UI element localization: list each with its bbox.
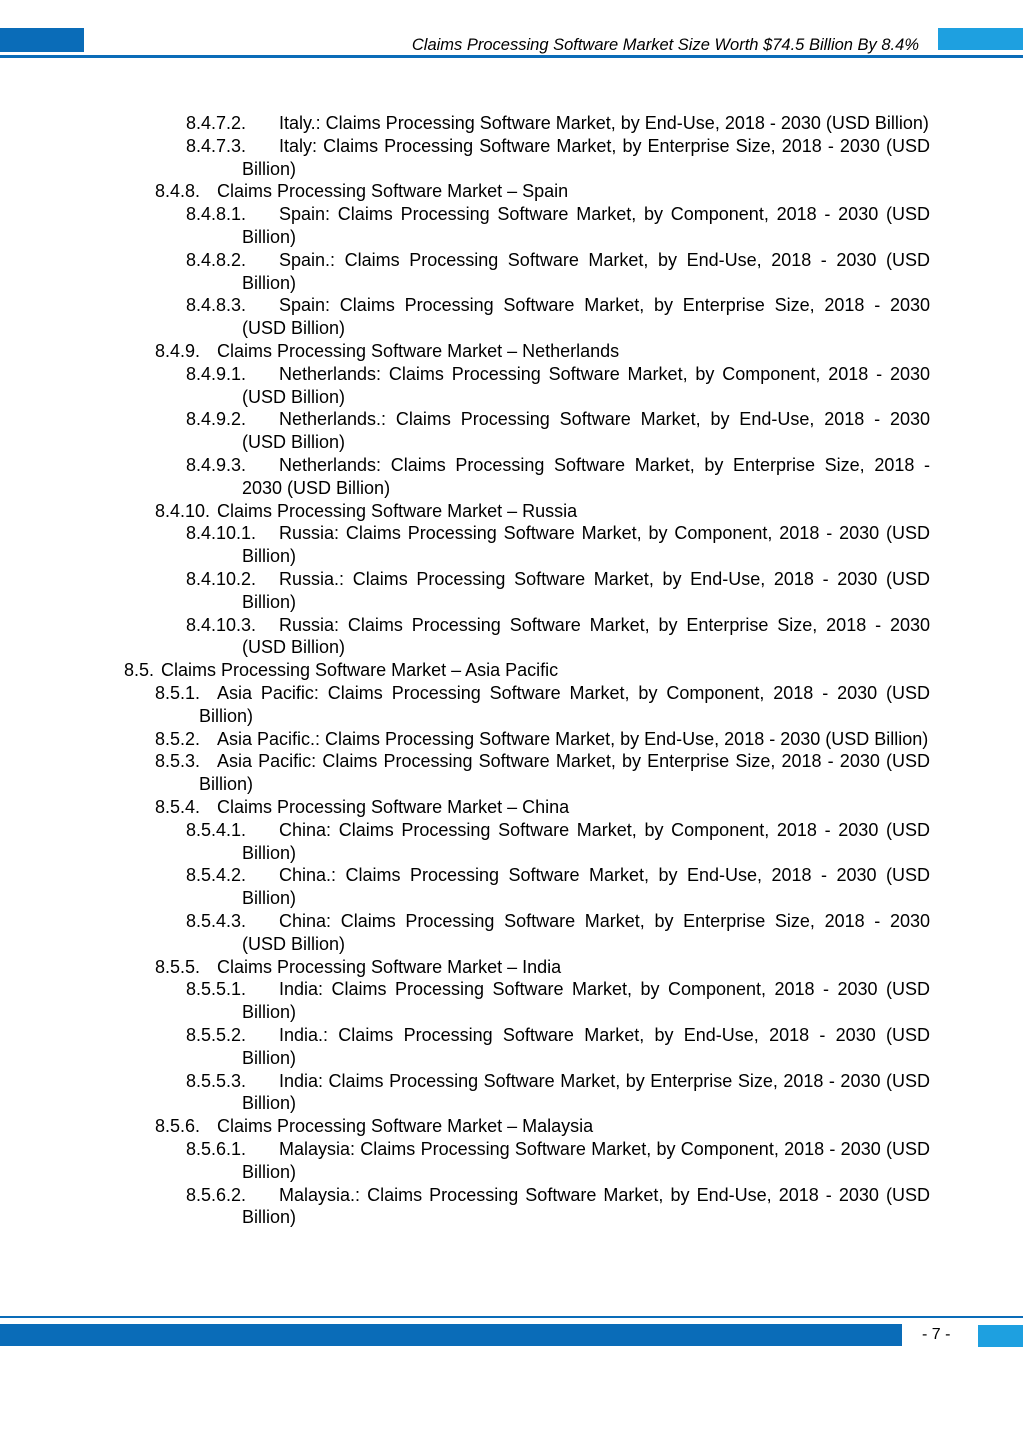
toc-entry <box>155 796 930 819</box>
toc-entry-number: 8.4.9. <box>155 341 201 361</box>
toc-entry-text: Russia.: Claims Processing Software Market, by End-Use, 2018 - 2030 (USD Billion) <box>242 569 930 612</box>
toc-entry <box>186 249 930 295</box>
toc-entry-text: Asia Pacific: Claims Processing Software Market, by Component, 2018 - 2030 (USD Billion) <box>199 683 930 726</box>
toc-entry-text: Russia: Claims Processing Software Market, by Enterprise Size, 2018 - 2030 (USD Billion) <box>242 614 930 658</box>
toc-entry-number: 8.4.8. <box>155 181 201 202</box>
toc-entry-number: 8.4.9.2. <box>186 409 247 430</box>
toc-entry-text: Claims Processing Software Market – China <box>217 797 570 817</box>
toc-entry-text: India.: Claims Processing Software Market, by End-Use, 2018 - 2030 (USD Billion) <box>242 1025 930 1068</box>
toc-entry <box>186 864 930 910</box>
toc-entry <box>186 294 930 340</box>
header-accent-right <box>938 28 1023 50</box>
toc-entry-text: Spain: Claims Processing Software Market, by Enterprise Size, 2018 - 2030 (USD Billion) <box>242 295 930 339</box>
toc-entry-number: 8.5.5.3. <box>186 1070 247 1091</box>
toc-entry-text: Claims Processing Software Market – Netherlands <box>217 341 620 361</box>
footer-bar <box>0 1324 902 1346</box>
toc-entry-text: Spain: Claims Processing Software Market, by Component, 2018 - 2030 (USD Billion) <box>242 204 930 247</box>
toc-entry <box>186 978 930 1024</box>
toc-entry <box>186 614 930 660</box>
toc-entry <box>186 135 930 181</box>
toc-entry-text: Claims Processing Software Market – Asia Pacific <box>161 660 559 681</box>
toc-entry-text: Claims Processing Software Market – Malaysia <box>217 1116 594 1137</box>
toc-entry <box>186 568 930 614</box>
toc-entry-number: 8.4.10.3. <box>186 614 257 635</box>
toc-entry-text: Claims Processing Software Market – Russia <box>217 500 578 521</box>
toc-entry-number: 8.4.8.1. <box>186 204 247 225</box>
toc-entry-text: Italy.: Claims Processing Software Market, by End-Use, 2018 - 2030 (USD Billion) <box>279 113 929 133</box>
toc-entry-number: 8.5.5.1. <box>186 979 247 1000</box>
toc-entry <box>186 454 930 500</box>
toc-entry <box>186 1024 930 1070</box>
toc-entry-number: 8.5.6. <box>155 1116 201 1137</box>
toc-entry-text: Russia: Claims Processing Software Market, by Component, 2018 - 2030 (USD Billion) <box>242 523 930 567</box>
toc-entry-text: Netherlands: Claims Processing Software Market, by Enterprise Size, 2018 - 2030 (USD Billion) <box>242 455 930 498</box>
toc-entry <box>186 363 930 409</box>
footer-rule <box>0 1316 1023 1318</box>
toc-entry-text: China: Claims Processing Software Market, by Enterprise Size, 2018 - 2030 (USD Billion) <box>242 911 930 954</box>
toc-entry <box>155 750 930 796</box>
toc-entry <box>186 819 930 865</box>
toc-entry-number: 8.5.6.2. <box>186 1184 247 1205</box>
toc-entry <box>124 659 930 682</box>
toc-entry <box>186 112 930 135</box>
toc-entry-text: India: Claims Processing Software Market, by Enterprise Size, 2018 - 2030 (USD Billion) <box>242 1070 930 1114</box>
toc-entry-text: China: Claims Processing Software Market, by Component, 2018 - 2030 (USD Billion) <box>242 819 930 863</box>
toc-entry <box>186 408 930 454</box>
toc-entry <box>186 1138 930 1184</box>
toc-entry-number: 8.4.10.2. <box>186 569 257 589</box>
toc-entry-number: 8.4.7.2. <box>186 113 247 133</box>
toc-entry <box>186 1184 930 1230</box>
toc-entry-text: Asia Pacific.: Claims Processing Software Market, by End-Use, 2018 - 2030 (USD Billion) <box>217 728 929 749</box>
toc-entry-number: 8.5.1. <box>155 683 201 703</box>
toc-entry-text: Asia Pacific: Claims Processing Software Market, by Enterprise Size, 2018 - 2030 (USD Billion) <box>199 751 930 795</box>
toc-entry-number: 8.5.4.2. <box>186 865 247 886</box>
toc-entry <box>155 180 930 203</box>
toc-entry-number: 8.5.5. <box>155 956 201 977</box>
toc-entry-number: 8.4.9.3. <box>186 455 247 475</box>
toc-entry-number: 8.5.5.2. <box>186 1025 247 1045</box>
toc-entry-text: Netherlands: Claims Processing Software Market, by Component, 2018 - 2030 (USD Billion) <box>242 363 930 407</box>
toc-entry-number: 8.4.10. <box>155 500 211 521</box>
toc-entry-number: 8.5.4.1. <box>186 819 247 840</box>
toc-entry-number: 8.5.6.1. <box>186 1139 247 1159</box>
toc-entry-number: 8.5. <box>124 660 155 681</box>
toc-entry <box>155 682 930 728</box>
toc-entry-number: 8.4.8.2. <box>186 249 247 270</box>
page-number: - 7 - <box>922 1326 951 1343</box>
toc-entry-text: Malaysia.: Claims Processing Software Market, by End-Use, 2018 - 2030 (USD Billion) <box>242 1184 930 1228</box>
toc-entry-text: Malaysia: Claims Processing Software Market, by Component, 2018 - 2030 (USD Billion) <box>242 1139 930 1182</box>
toc-entry-number: 8.5.4. <box>155 797 201 817</box>
toc-entry <box>155 1115 930 1138</box>
toc-entry-text: China.: Claims Processing Software Market, by End-Use, 2018 - 2030 (USD Billion) <box>242 865 930 909</box>
toc-entry-number: 8.4.9.1. <box>186 363 247 384</box>
toc-entry <box>186 522 930 568</box>
toc-entry <box>186 910 930 956</box>
toc-entry <box>155 340 930 363</box>
toc-entry-number: 8.4.8.3. <box>186 295 247 316</box>
toc-entry <box>155 500 930 523</box>
toc-entry-number: 8.4.10.1. <box>186 523 257 544</box>
toc-entry <box>186 1070 930 1116</box>
toc-entry <box>186 203 930 249</box>
toc-entry-text: Claims Processing Software Market – Spain <box>217 181 569 202</box>
header-rule <box>0 55 1023 58</box>
toc-entry-text: Italy: Claims Processing Software Market, by Enterprise Size, 2018 - 2030 (USD Billion) <box>242 135 930 179</box>
toc-entry-number: 8.5.3. <box>155 751 201 772</box>
toc-entry-text: Spain.: Claims Processing Software Market, by End-Use, 2018 - 2030 (USD Billion) <box>242 249 930 293</box>
toc-entry-number: 8.5.4.3. <box>186 911 247 931</box>
toc-entry <box>155 956 930 979</box>
footer-accent-right <box>978 1325 1023 1347</box>
header-title: Claims Processing Software Market Size Worth $74.5 Billion By 8.4% <box>411 36 919 54</box>
toc-entry-number: 8.5.2. <box>155 728 201 749</box>
toc-entry-text: India: Claims Processing Software Market, by Component, 2018 - 2030 (USD Billion) <box>242 979 930 1023</box>
toc-entry-number: 8.4.7.3. <box>186 135 247 156</box>
toc-entry-text: Claims Processing Software Market – India <box>217 956 562 977</box>
header-accent-left <box>0 28 84 52</box>
toc-entry <box>155 728 930 751</box>
toc-entry-text: Netherlands.: Claims Processing Software Market, by End-Use, 2018 - 2030 (USD Billion) <box>242 409 930 453</box>
